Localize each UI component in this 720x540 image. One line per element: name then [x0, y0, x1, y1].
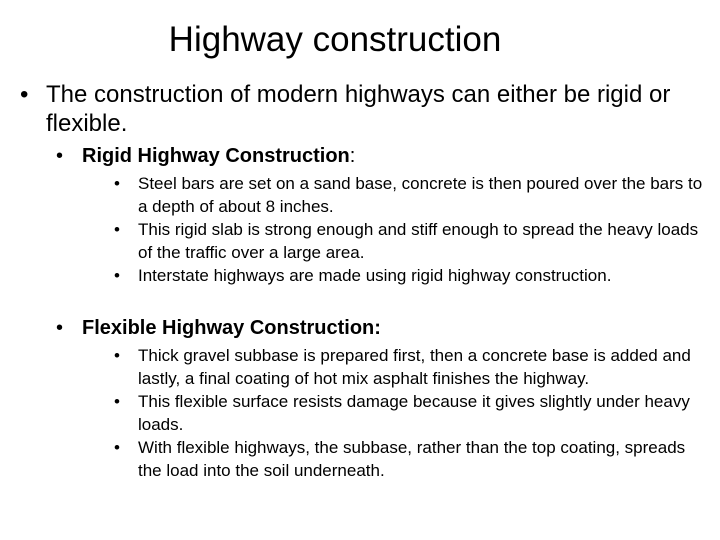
intro-bullet-item — [20, 80, 700, 138]
rigid-heading — [82, 144, 696, 169]
bullet-icon: • — [56, 145, 64, 167]
rigid-heading-label: Rigid Highway Construction — [82, 145, 350, 167]
bullet-icon: • — [20, 81, 29, 108]
flexible-heading-item — [56, 316, 696, 341]
bullet-icon: • — [56, 317, 64, 339]
bullet-icon: • — [114, 174, 120, 193]
rigid-heading-colon: : — [349, 145, 356, 167]
flexible-point-text: This flexible surface resists damage because it gives slightly under heavy loads. — [138, 392, 690, 434]
rigid-point-text: This rigid slab is strong enough and stiff enough to spread the heavy loads of the traffic over a large area. — [138, 220, 699, 262]
flexible-points-list — [114, 344, 704, 482]
bullet-icon: • — [114, 392, 120, 411]
list-item — [114, 390, 704, 436]
rigid-point-text: Interstate highways are made using rigid highway construction. — [138, 266, 612, 285]
slide-title: Highway construction — [168, 20, 502, 59]
list-item — [114, 344, 704, 390]
list-item — [114, 436, 704, 482]
bullet-icon: • — [114, 346, 120, 365]
list-item — [114, 172, 704, 218]
list-item — [114, 218, 704, 264]
flexible-point-text: Thick gravel subbase is prepared first, then a concrete base is added and lastly, a final coating of hot mix asphalt finishes the highway. — [138, 346, 691, 388]
bullet-icon: • — [114, 438, 120, 457]
bullet-icon: • — [114, 266, 120, 285]
rigid-points-list — [114, 172, 704, 287]
flexible-point-text: With flexible highways, the subbase, rather than the top coating, spreads the load into the soil underneath. — [138, 438, 686, 480]
rigid-heading-item — [56, 144, 696, 169]
bullet-icon: • — [114, 220, 120, 239]
intro-text: The construction of modern highways can either be rigid or flexible. — [46, 81, 671, 137]
list-item — [114, 264, 704, 287]
rigid-point-text: Steel bars are set on a sand base, concrete is then poured over the bars to a depth of about 8 inches. — [138, 174, 703, 216]
flexible-heading: Flexible Highway Construction: — [82, 317, 381, 339]
